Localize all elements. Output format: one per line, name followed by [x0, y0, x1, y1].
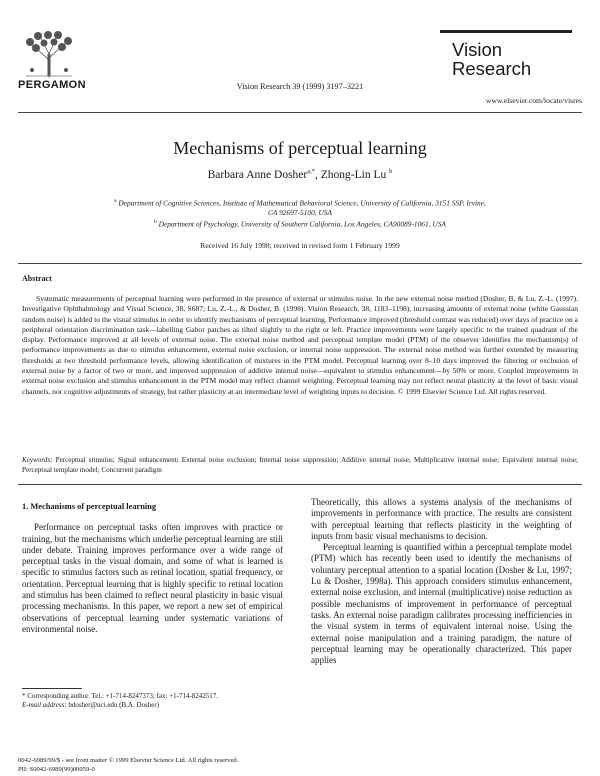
affil-a-line-1: Department of Cognitive Sciences, Institute of Mathematical Behavioral Science, University of California, 3151 SSP, Irvine, [118, 198, 486, 208]
article-title: Mechanisms of perceptual learning [173, 138, 427, 158]
brand-line-1: Vision [452, 39, 503, 60]
abstract-text: Systematic measurements of perceptual learning were performed in the presence of external or stimulus noise. In the new external noise method (Dosher, B, & Lu, Z.-L. (1997). Investigative Ophthalmology and Visual Science, 38, S687; Lu, Z.-L., & Dosher, B. (1998). Vision Research, 38, 1183–1198), increasing amounts of external noise (white Gaussian random noise) is added to the visual stimulus in order to identify mechanisms of perceptual learning. Performance improved (threshold contrast was reduced) over days of practice on a peripheral orientation discrimination task—labelling Gabor patches as tilted slightly to the right or left. Practice improvements were largely specific to the trained quadrant of the display. Performance improved at all levels of external noise. The external noise method and perceptual template model (PTM) of the observer identifies the mechanism(s) of performance improvements as due to stimulus enhancement, external noise exclusion, or internal noise suppression. The external noise method was further extended by measuring thresholds at two threshold performance levels, allowing identification of mixtures in the PTM model. Perceptual learning over 8–10 days improved the filtering or exclusion of external noise by a factor of two or more, and improved suppression of additive internal noise—equivalent to stimulus enhancement—by 50% or more. Coupled improvements in external noise exclusion and stimulus enhancement in the PTM model may reflect channel weighting. Perceptual learning may not reflect neural plasticity at the level of basic visual channels, nor cognitive adjustments of strategy, but rather plasticity at an intermediate level of weighting inputs to decision. © 1999 Elsevier Science Ltd. All rights reserved. [22, 294, 578, 396]
affil-a-mark: a [114, 198, 117, 204]
body-rule [18, 484, 582, 485]
received-dates: Received 16 July 1998; received in revised form 1 February 1999 [200, 241, 400, 250]
journal-url[interactable]: www.elsevier.com/locate/visres [485, 96, 582, 105]
pii-line: PII: S0042-6989(99)00059-0 [18, 766, 95, 773]
journal-reference: Vision Research 39 (1999) 3197–3221 [236, 82, 364, 91]
author-2-marks: b [389, 168, 393, 175]
publisher-name: PERGAMON [18, 79, 86, 91]
author-1: Barbara Anne Dosher [207, 168, 308, 181]
author-2: Zhong-Lin Lu [320, 168, 387, 181]
brand-bar [440, 30, 572, 33]
copyright [18, 756, 238, 774]
authors [0, 168, 600, 181]
keywords-label: Keywords: [22, 456, 53, 464]
email-label: E-mail address: [22, 701, 67, 710]
journal-brand [452, 40, 531, 78]
author-separator: , [315, 168, 321, 181]
affiliation-a [60, 196, 540, 218]
section-1-paragraph-3: Perceptual learning is quantified within a perceptual template model (PTM) which has recently been used to identify the mechanisms of voluntary perceptual attention to a spatial location (Dosher & Lu, 1997; Lu & Dosher, 1998a). This approach considers stimulus enhancement, external noise exclusion, and internal (multiplicative) noise reduction as possible mechanisms of improvement in performance of perceptual tasks. An external noise paradigm calibrates processing inefficiencies in the visual system in terms of equivalent internal noise. Using the external noise manipulation and a training paradigm, the nature of perceptual learning may be operationally characterized. This paper applies [311, 542, 572, 666]
section-1-paragraph-1: Performance on perceptual tasks often improves with practice or training, but the mechanisms which underlie perceptual learning are still under debate. Training improves performance over a wide range of perceptual tasks in the visual domain, and some of what is learned is specific to stimulus factors such as retinal location, spatial frequency, or orientation. Perceptual learning that is highly specific to retinal location and stimulus has been claimed to reflect neural plasticity in basic visual processing mechanisms. In this paper, we report a new set of empirical observations of perceptual learning under systematic variations of environmental noise. [22, 522, 283, 634]
author-1-marks: a,* [307, 168, 316, 175]
brand-line-2: Research [452, 58, 532, 79]
keywords-text: Perceptual stimulus; Signal enhancement; External noise exclusion; Internal noise suppression; Additive internal noise; Multiplicative internal noise; Equivalent internal noise; Perceptual template model; Concurrent paradigm [22, 456, 578, 475]
corresponding-author: * Corresponding author. Tel.: +1-714-8247373; fax: +1-714-8242517. [22, 692, 219, 700]
abstract-rule [18, 263, 582, 264]
email-line [22, 701, 283, 710]
abstract-heading: Abstract [22, 274, 52, 283]
section-1-heading: 1. Mechanisms of perceptual learning [22, 502, 157, 511]
affil-b-mark: b [154, 219, 157, 225]
copyright-line: 0042-6989/99/$ - see front matter © 1999 Elsevier Science Ltd. All rights reserved. [18, 757, 239, 764]
keywords [22, 455, 578, 475]
affiliation-b [60, 217, 540, 229]
header-rule [18, 112, 582, 113]
section-1-paragraph-2: Theoretically, this allows a systems analysis of the mechanisms of improvements in performance with practice. The results are consistent with perceptual learning that reflects plasticity in the weighting of inputs from basic visual mechanisms to decision. [311, 497, 572, 541]
footnote-rule [22, 688, 82, 689]
tree-logo-icon [18, 30, 80, 80]
right-column [311, 497, 572, 666]
affil-a-line-2: CA 92697-5100, USA [267, 208, 333, 218]
left-column [22, 498, 283, 635]
email-address[interactable]: bdosher@uci.edu (B.A. Dosher) [66, 701, 160, 710]
affil-b-text: Department of Psychology, University of Southern California, Los Angeles, CA90089-1061, USA [158, 219, 446, 229]
footnote [22, 692, 283, 710]
